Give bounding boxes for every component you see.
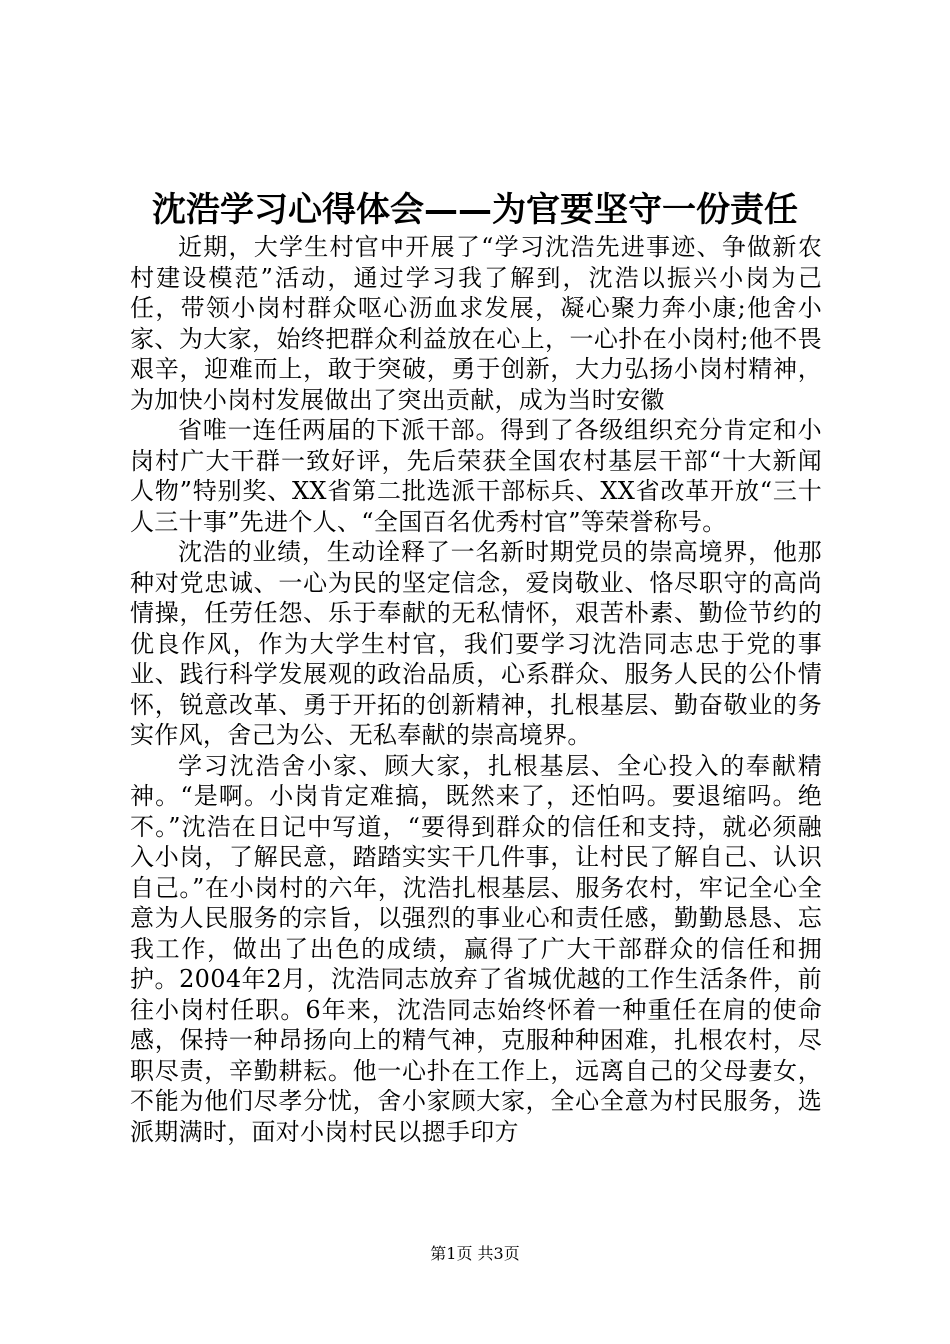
paragraph-2: 省唯一连任两届的下派干部。得到了各级组织充分肯定和小岗村广大干群一致好评，先后荣获全国农村基层干部“十大新闻人物”特别奖、XX省第二批选派干部标兵、XX省改革开放“三十人三十事”先进个人、“全国百名优秀村官”等荣誉称号。 <box>130 416 822 536</box>
paragraph-1: 近期，大学生村官中开展了“学习沈浩先进事迹、争做新农村建设模范”活动，通过学习我了解到，沈浩以振兴小岗为己任，带领小岗村群众呕心沥血求发展，凝心聚力奔小康;他舍小家、为大家，始终把群众利益放在心上，一心扑在小岗村;他不畏艰辛，迎难而上，敢于突破，勇于创新，大力弘扬小岗村精神，为加快小岗村发展做出了突出贡献，成为当时安徽 <box>130 233 822 414</box>
paragraph-4: 学习沈浩舍小家、顾大家，扎根基层、全心投入的奉献精神。“是啊。小岗肯定难搞，既然来了，还怕吗。要退缩吗。绝不。”沈浩在日记中写道，“要得到群众的信任和支持，就必须融入小岗，了解民意，踏踏实实干几件事，让村民了解自己、认识自己。”在小岗村的六年，沈浩扎根基层、服务农村，牢记全心全意为人民服务的宗旨，以强烈的事业心和责任感，勤勤恳恳、忘我工作，做出了出色的成绩，赢得了广大干部群众的信任和拥护。2004年2月，沈浩同志放弃了省城优越的工作生活条件，前往小岗村任职。6年来，沈浩同志始终怀着一种重任在肩的使命感，保持一种昂扬向上的精气神，克服种种困难，扎根农村，尽职尽责，辛勤耕耘。他一心扑在工作上，远离自己的父母妻女，不能为他们尽孝分忧，舍小家顾大家，全心全意为村民服务，选派期满时，面对小岗村民以摁手印方 <box>130 751 822 1146</box>
document-title: 沈浩学习心得体会——为官要坚守一份责任 <box>152 190 798 230</box>
document-body <box>130 232 822 1147</box>
paragraph-3: 沈浩的业绩，生动诠释了一名新时期党员的崇高境界，他那种对党忠诚、一心为民的坚定信念，爱岗敬业、恪尽职守的高尚情操，任劳任怨、乐于奉献的无私情怀，艰苦朴素、勤俭节约的优良作风，作为大学生村官，我们要学习沈浩同志忠于党的事业、践行科学发展观的政治品质，心系群众、服务人民的公仆情怀，锐意改革、勇于开拓的创新精神，扎根基层、勤奋敬业的务实作风，舍己为公、无私奉献的崇高境界。 <box>130 538 822 749</box>
page-number-footer: 第1页 共3页 <box>430 1244 520 1263</box>
